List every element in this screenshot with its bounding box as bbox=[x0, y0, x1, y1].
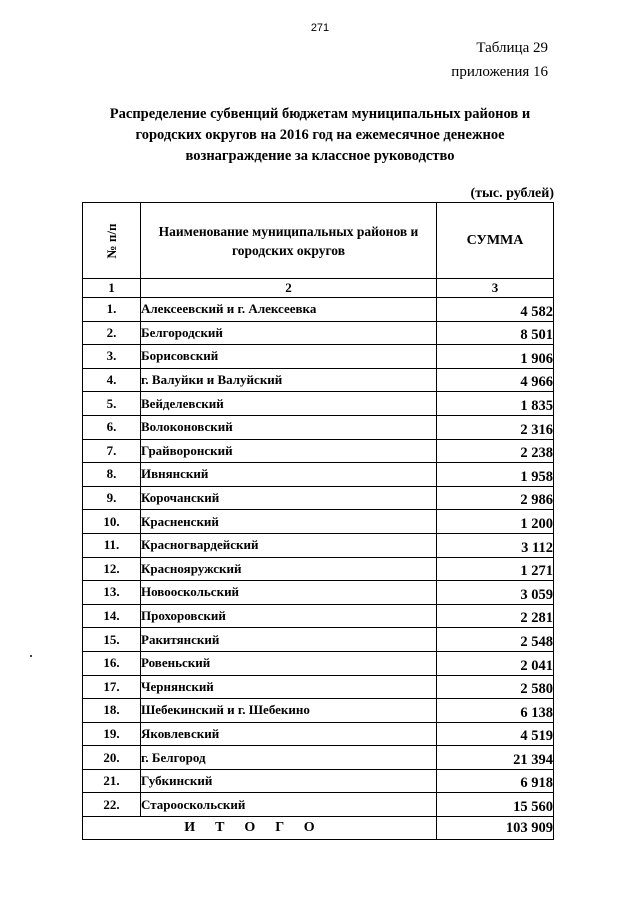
district-name: Краснояружский bbox=[141, 557, 437, 581]
row-number: 1. bbox=[83, 298, 141, 322]
row-number: 3. bbox=[83, 345, 141, 369]
row-number: 20. bbox=[83, 746, 141, 770]
table-row bbox=[83, 345, 554, 369]
row-number: 8. bbox=[83, 463, 141, 487]
district-name: Прохоровский bbox=[141, 604, 437, 628]
district-name: Красненский bbox=[141, 510, 437, 534]
table-row bbox=[83, 675, 554, 699]
row-number: 2. bbox=[83, 321, 141, 345]
district-name: Вейделевский bbox=[141, 392, 437, 416]
district-name: Белгородский bbox=[141, 321, 437, 345]
table-row bbox=[83, 604, 554, 628]
subvention-sum: 2 986 bbox=[437, 486, 554, 510]
district-name: Яковлевский bbox=[141, 722, 437, 746]
total-label: ИТОГО bbox=[83, 817, 437, 840]
district-name: г. Белгород bbox=[141, 746, 437, 770]
subvention-sum: 4 966 bbox=[437, 368, 554, 392]
table-row bbox=[83, 392, 554, 416]
table-row bbox=[83, 557, 554, 581]
table-row bbox=[83, 510, 554, 534]
appendix-table-label: Таблица 29 bbox=[476, 40, 548, 56]
row-number: 4. bbox=[83, 368, 141, 392]
total-row bbox=[83, 817, 554, 840]
subvention-sum: 1 200 bbox=[437, 510, 554, 534]
district-name: Ровеньский bbox=[141, 651, 437, 675]
row-number: 5. bbox=[83, 392, 141, 416]
table-row bbox=[83, 533, 554, 557]
table-row bbox=[83, 321, 554, 345]
scan-speck bbox=[30, 655, 32, 657]
subvention-table bbox=[82, 202, 554, 840]
district-name: Корочанский bbox=[141, 486, 437, 510]
row-number: 13. bbox=[83, 581, 141, 605]
district-name: Красногвардейский bbox=[141, 533, 437, 557]
table-row bbox=[83, 439, 554, 463]
district-name: Борисовский bbox=[141, 345, 437, 369]
header-name: Наименование муниципальных районов и городских округов bbox=[141, 203, 437, 279]
column-number-1: 1 bbox=[83, 279, 141, 298]
subvention-sum: 1 958 bbox=[437, 463, 554, 487]
row-number: 19. bbox=[83, 722, 141, 746]
row-number: 7. bbox=[83, 439, 141, 463]
header-number-label: № п/п bbox=[103, 223, 119, 258]
table-row bbox=[83, 651, 554, 675]
row-number: 16. bbox=[83, 651, 141, 675]
subvention-sum: 2 238 bbox=[437, 439, 554, 463]
subvention-sum: 2 041 bbox=[437, 651, 554, 675]
district-name: Алексеевский и г. Алексеевка bbox=[141, 298, 437, 322]
subvention-sum: 15 560 bbox=[437, 793, 554, 817]
subvention-sum: 2 548 bbox=[437, 628, 554, 652]
row-number: 17. bbox=[83, 675, 141, 699]
total-sum: 103 909 bbox=[437, 817, 554, 840]
subvention-sum: 1 906 bbox=[437, 345, 554, 369]
header-number bbox=[83, 203, 141, 279]
district-name: Новооскольский bbox=[141, 581, 437, 605]
document-title: Распределение субвенций бюджетам муниципальных районов и городских округов на 2016 год на ежемесячное денежное вознаграждение за классное руководство bbox=[109, 106, 531, 164]
column-number-row bbox=[83, 279, 554, 298]
table-row bbox=[83, 722, 554, 746]
subvention-sum: 21 394 bbox=[437, 746, 554, 770]
column-number-2: 2 bbox=[141, 279, 437, 298]
row-number: 21. bbox=[83, 769, 141, 793]
row-number: 10. bbox=[83, 510, 141, 534]
unit-label: (тыс. рублей) bbox=[470, 186, 554, 201]
header-sum: СУММА bbox=[437, 203, 554, 279]
row-number: 12. bbox=[83, 557, 141, 581]
subvention-sum: 1 271 bbox=[437, 557, 554, 581]
subvention-sum: 8 501 bbox=[437, 321, 554, 345]
district-name: Шебекинский и г. Шебекино bbox=[141, 699, 437, 723]
subvention-sum: 2 316 bbox=[437, 415, 554, 439]
table-row bbox=[83, 628, 554, 652]
column-number-3: 3 bbox=[437, 279, 554, 298]
row-number: 15. bbox=[83, 628, 141, 652]
district-name: Ивнянский bbox=[141, 463, 437, 487]
subvention-sum: 4 519 bbox=[437, 722, 554, 746]
district-name: Старооскольский bbox=[141, 793, 437, 817]
district-name: Грайворонский bbox=[141, 439, 437, 463]
table-row bbox=[83, 298, 554, 322]
district-name: Волоконовский bbox=[141, 415, 437, 439]
district-name: г. Валуйки и Валуйский bbox=[141, 368, 437, 392]
page-number: 271 bbox=[310, 22, 330, 34]
row-number: 11. bbox=[83, 533, 141, 557]
district-name: Губкинский bbox=[141, 769, 437, 793]
subvention-sum: 3 112 bbox=[437, 533, 554, 557]
subvention-sum: 2 580 bbox=[437, 675, 554, 699]
row-number: 6. bbox=[83, 415, 141, 439]
table-row bbox=[83, 793, 554, 817]
subvention-sum: 6 918 bbox=[437, 769, 554, 793]
appendix-reference: приложения 16 bbox=[451, 64, 548, 80]
table-row bbox=[83, 769, 554, 793]
district-name: Ракитянский bbox=[141, 628, 437, 652]
table-header-row bbox=[83, 203, 554, 279]
table-row bbox=[83, 463, 554, 487]
subvention-sum: 3 059 bbox=[437, 581, 554, 605]
subvention-sum: 4 582 bbox=[437, 298, 554, 322]
table-row bbox=[83, 415, 554, 439]
table-row bbox=[83, 699, 554, 723]
row-number: 18. bbox=[83, 699, 141, 723]
table-row bbox=[83, 368, 554, 392]
subvention-sum: 2 281 bbox=[437, 604, 554, 628]
row-number: 14. bbox=[83, 604, 141, 628]
subvention-sum: 1 835 bbox=[437, 392, 554, 416]
subvention-sum: 6 138 bbox=[437, 699, 554, 723]
table-row bbox=[83, 746, 554, 770]
district-name: Чернянский bbox=[141, 675, 437, 699]
row-number: 22. bbox=[83, 793, 141, 817]
table-row bbox=[83, 581, 554, 605]
row-number: 9. bbox=[83, 486, 141, 510]
table-row bbox=[83, 486, 554, 510]
